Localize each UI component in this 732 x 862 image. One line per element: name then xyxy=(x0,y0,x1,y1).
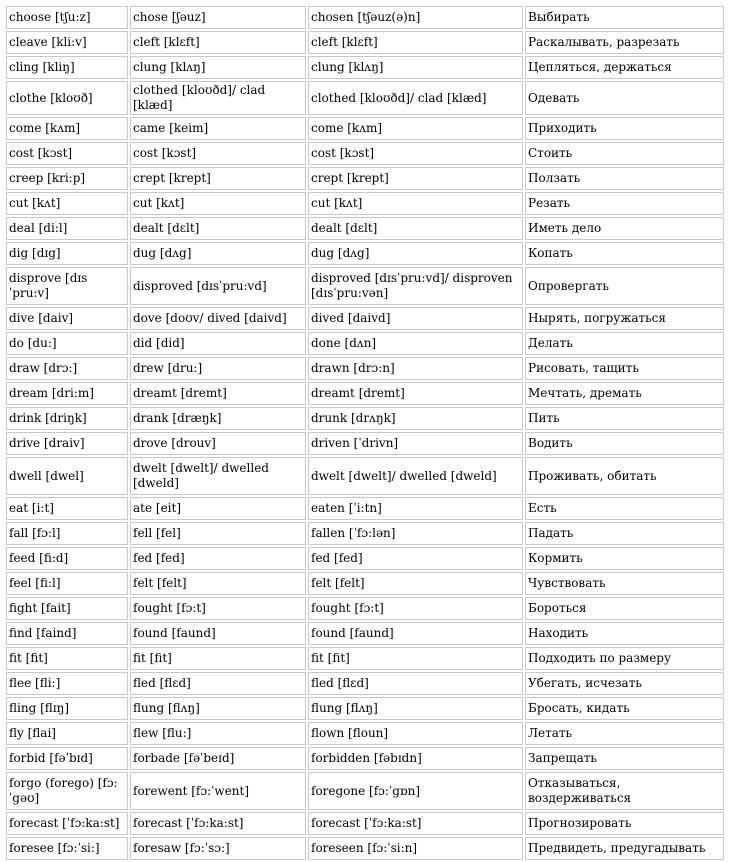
table-row xyxy=(6,622,724,645)
translation-cell: Ползать xyxy=(525,167,724,190)
past-simple-cell: drove [drouv] xyxy=(130,432,306,455)
translation-cell: Предвидеть, предугадывать xyxy=(525,837,724,860)
infinitive-cell: cost [kɔst] xyxy=(6,142,128,165)
past-participle-cell: flung [flʌŋ] xyxy=(308,697,523,720)
past-simple-cell: fled [flɛd] xyxy=(130,672,306,695)
translation-cell: Запрещать xyxy=(525,747,724,770)
table-row xyxy=(6,307,724,330)
past-simple-cell: forbade [fəˈbeɪd] xyxy=(130,747,306,770)
table-row xyxy=(6,117,724,140)
past-participle-cell: eaten [ˈi:tn] xyxy=(308,497,523,520)
past-simple-cell: fit [fit] xyxy=(130,647,306,670)
past-simple-cell: did [did] xyxy=(130,332,306,355)
table-row xyxy=(6,812,724,835)
table-row xyxy=(6,432,724,455)
infinitive-cell: flee [fli:] xyxy=(6,672,128,695)
infinitive-cell: cling [kliŋ] xyxy=(6,56,128,79)
past-simple-cell: cost [kɔst] xyxy=(130,142,306,165)
past-participle-cell: fled [flɛd] xyxy=(308,672,523,695)
past-simple-cell: fed [fed] xyxy=(130,547,306,570)
infinitive-cell: eat [i:t] xyxy=(6,497,128,520)
translation-cell: Опровергать xyxy=(525,267,724,305)
infinitive-cell: foresee [fɔ:ˈsi:] xyxy=(6,837,128,860)
past-participle-cell: forecast [ˈfɔ:ka:st] xyxy=(308,812,523,835)
infinitive-cell: drive [draiv] xyxy=(6,432,128,455)
table-row xyxy=(6,242,724,265)
translation-cell: Одевать xyxy=(525,81,724,115)
past-simple-cell: cleft [klɛft] xyxy=(130,31,306,54)
translation-cell: Бороться xyxy=(525,597,724,620)
irregular-verbs-table xyxy=(4,4,726,862)
table-row xyxy=(6,357,724,380)
table-row xyxy=(6,407,724,430)
table-row xyxy=(6,267,724,305)
past-simple-cell: crept [krept] xyxy=(130,167,306,190)
table-row xyxy=(6,772,724,810)
infinitive-cell: dream [dri:m] xyxy=(6,382,128,405)
translation-cell: Делать xyxy=(525,332,724,355)
infinitive-cell: feed [fi:d] xyxy=(6,547,128,570)
past-simple-cell: chose [ʃəuz] xyxy=(130,6,306,29)
translation-cell: Находить xyxy=(525,622,724,645)
past-participle-cell: dreamt [dremt] xyxy=(308,382,523,405)
table-row xyxy=(6,722,724,745)
infinitive-cell: fight [fait] xyxy=(6,597,128,620)
translation-cell: Мечтать, дремать xyxy=(525,382,724,405)
past-participle-cell: clung [klʌŋ] xyxy=(308,56,523,79)
infinitive-cell: dig [dɪg] xyxy=(6,242,128,265)
past-participle-cell: cut [kʌt] xyxy=(308,192,523,215)
translation-cell: Отказываться, воздерживаться xyxy=(525,772,724,810)
past-participle-cell: done [dʌn] xyxy=(308,332,523,355)
infinitive-cell: draw [drɔ:] xyxy=(6,357,128,380)
past-simple-cell: fell [fel] xyxy=(130,522,306,545)
infinitive-cell: come [kʌm] xyxy=(6,117,128,140)
translation-cell: Копать xyxy=(525,242,724,265)
table-row xyxy=(6,647,724,670)
translation-cell: Проживать, обитать xyxy=(525,457,724,495)
past-participle-cell: dug [dʌg] xyxy=(308,242,523,265)
past-simple-cell: cut [kʌt] xyxy=(130,192,306,215)
infinitive-cell: deal [di:l] xyxy=(6,217,128,240)
translation-cell: Приходить xyxy=(525,117,724,140)
translation-cell: Убегать, исчезать xyxy=(525,672,724,695)
infinitive-cell: fling [flɪŋ] xyxy=(6,697,128,720)
past-simple-cell: dove [doʊv/ dived [daivd] xyxy=(130,307,306,330)
past-participle-cell: chosen [tʃəuz(ə)n] xyxy=(308,6,523,29)
past-simple-cell: dug [dʌg] xyxy=(130,242,306,265)
infinitive-cell: dwell [dwel] xyxy=(6,457,128,495)
past-participle-cell: fought [fɔ:t] xyxy=(308,597,523,620)
infinitive-cell: clothe [kloʊð] xyxy=(6,81,128,115)
table-row xyxy=(6,217,724,240)
table-row xyxy=(6,597,724,620)
translation-cell: Выбирать xyxy=(525,6,724,29)
infinitive-cell: dive [daiv] xyxy=(6,307,128,330)
past-simple-cell: dreamt [dremt] xyxy=(130,382,306,405)
infinitive-cell: fly [flai] xyxy=(6,722,128,745)
infinitive-cell: creep [kri:p] xyxy=(6,167,128,190)
translation-cell: Бросать, кидать xyxy=(525,697,724,720)
past-simple-cell: clung [klʌŋ] xyxy=(130,56,306,79)
table-row xyxy=(6,572,724,595)
translation-cell: Стоить xyxy=(525,142,724,165)
past-participle-cell: forbidden [fəbɪdn] xyxy=(308,747,523,770)
translation-cell: Кормить xyxy=(525,547,724,570)
translation-cell: Резать xyxy=(525,192,724,215)
translation-cell: Иметь дело xyxy=(525,217,724,240)
translation-cell: Прогнозировать xyxy=(525,812,724,835)
past-participle-cell: found [faund] xyxy=(308,622,523,645)
translation-cell: Падать xyxy=(525,522,724,545)
past-participle-cell: fallen [ˈfɔ:lən] xyxy=(308,522,523,545)
past-simple-cell: felt [felt] xyxy=(130,572,306,595)
table-row xyxy=(6,142,724,165)
infinitive-cell: forgo (forego) [fɔ:ˈgəʊ] xyxy=(6,772,128,810)
past-simple-cell: foresaw [fɔ:ˈsɔ:] xyxy=(130,837,306,860)
infinitive-cell: fall [fɔ:l] xyxy=(6,522,128,545)
past-participle-cell: cleft [klɛft] xyxy=(308,31,523,54)
past-simple-cell: fought [fɔ:t] xyxy=(130,597,306,620)
translation-cell: Раскалывать, разрезать xyxy=(525,31,724,54)
table-row xyxy=(6,31,724,54)
infinitive-cell: do [du:] xyxy=(6,332,128,355)
translation-cell: Есть xyxy=(525,497,724,520)
past-simple-cell: came [keim] xyxy=(130,117,306,140)
past-participle-cell: dived [daivd] xyxy=(308,307,523,330)
table-row xyxy=(6,747,724,770)
infinitive-cell: cut [kʌt] xyxy=(6,192,128,215)
translation-cell: Пить xyxy=(525,407,724,430)
past-simple-cell: drew [dru:] xyxy=(130,357,306,380)
past-participle-cell: clothed [kloʊðd]/ clad [klæd] xyxy=(308,81,523,115)
infinitive-cell: feel [fi:l] xyxy=(6,572,128,595)
infinitive-cell: fit [fit] xyxy=(6,647,128,670)
infinitive-cell: disprove [dɪsˈpru:v] xyxy=(6,267,128,305)
infinitive-cell: choose [tʃu:z] xyxy=(6,6,128,29)
table-row xyxy=(6,837,724,860)
past-participle-cell: driven [ˈdrivn] xyxy=(308,432,523,455)
past-participle-cell: dealt [dɛlt] xyxy=(308,217,523,240)
past-simple-cell: dwelt [dwelt]/ dwelled [dweld] xyxy=(130,457,306,495)
past-simple-cell: flew [flu:] xyxy=(130,722,306,745)
past-simple-cell: forewent [fɔ:ˈwent] xyxy=(130,772,306,810)
past-participle-cell: disproved [dɪsˈpru:vd]/ disproven [dɪsˈpru:vən] xyxy=(308,267,523,305)
translation-cell: Чувствовать xyxy=(525,572,724,595)
table-row xyxy=(6,697,724,720)
past-participle-cell: cost [kɔst] xyxy=(308,142,523,165)
table-row xyxy=(6,332,724,355)
infinitive-cell: cleave [kli:v] xyxy=(6,31,128,54)
table-row xyxy=(6,382,724,405)
table-row xyxy=(6,81,724,115)
past-simple-cell: found [faund] xyxy=(130,622,306,645)
past-participle-cell: come [kʌm] xyxy=(308,117,523,140)
past-simple-cell: forecast [ˈfɔ:ka:st] xyxy=(130,812,306,835)
past-participle-cell: fed [fed] xyxy=(308,547,523,570)
past-participle-cell: felt [felt] xyxy=(308,572,523,595)
table-row xyxy=(6,497,724,520)
translation-cell: Цепляться, держаться xyxy=(525,56,724,79)
translation-cell: Летать xyxy=(525,722,724,745)
past-participle-cell: drawn [drɔ:n] xyxy=(308,357,523,380)
past-participle-cell: foregone [fɔ:ˈgɒn] xyxy=(308,772,523,810)
infinitive-cell: forecast [ˈfɔ:ka:st] xyxy=(6,812,128,835)
translation-cell: Подходить по размеру xyxy=(525,647,724,670)
past-simple-cell: clothed [kloʊðd]/ clad [klæd] xyxy=(130,81,306,115)
table-row xyxy=(6,547,724,570)
past-participle-cell: dwelt [dwelt]/ dwelled [dweld] xyxy=(308,457,523,495)
table-row xyxy=(6,6,724,29)
past-simple-cell: ate [eit] xyxy=(130,497,306,520)
past-simple-cell: drank [dræŋk] xyxy=(130,407,306,430)
infinitive-cell: forbid [fəˈbɪd] xyxy=(6,747,128,770)
table-row xyxy=(6,457,724,495)
translation-cell: Водить xyxy=(525,432,724,455)
infinitive-cell: drink [driŋk] xyxy=(6,407,128,430)
past-participle-cell: drunk [drʌŋk] xyxy=(308,407,523,430)
table-row xyxy=(6,672,724,695)
past-participle-cell: fit [fit] xyxy=(308,647,523,670)
past-simple-cell: disproved [dɪsˈpru:vd] xyxy=(130,267,306,305)
infinitive-cell: find [faind] xyxy=(6,622,128,645)
past-simple-cell: dealt [dɛlt] xyxy=(130,217,306,240)
table-row xyxy=(6,167,724,190)
past-participle-cell: flown [floun] xyxy=(308,722,523,745)
table-row xyxy=(6,522,724,545)
table-row xyxy=(6,192,724,215)
table-row xyxy=(6,56,724,79)
verbs-table-body xyxy=(6,6,724,860)
translation-cell: Рисовать, тащить xyxy=(525,357,724,380)
translation-cell: Нырять, погружаться xyxy=(525,307,724,330)
past-simple-cell: flung [flʌŋ] xyxy=(130,697,306,720)
past-participle-cell: crept [krept] xyxy=(308,167,523,190)
past-participle-cell: foreseen [fɔ:ˈsi:n] xyxy=(308,837,523,860)
